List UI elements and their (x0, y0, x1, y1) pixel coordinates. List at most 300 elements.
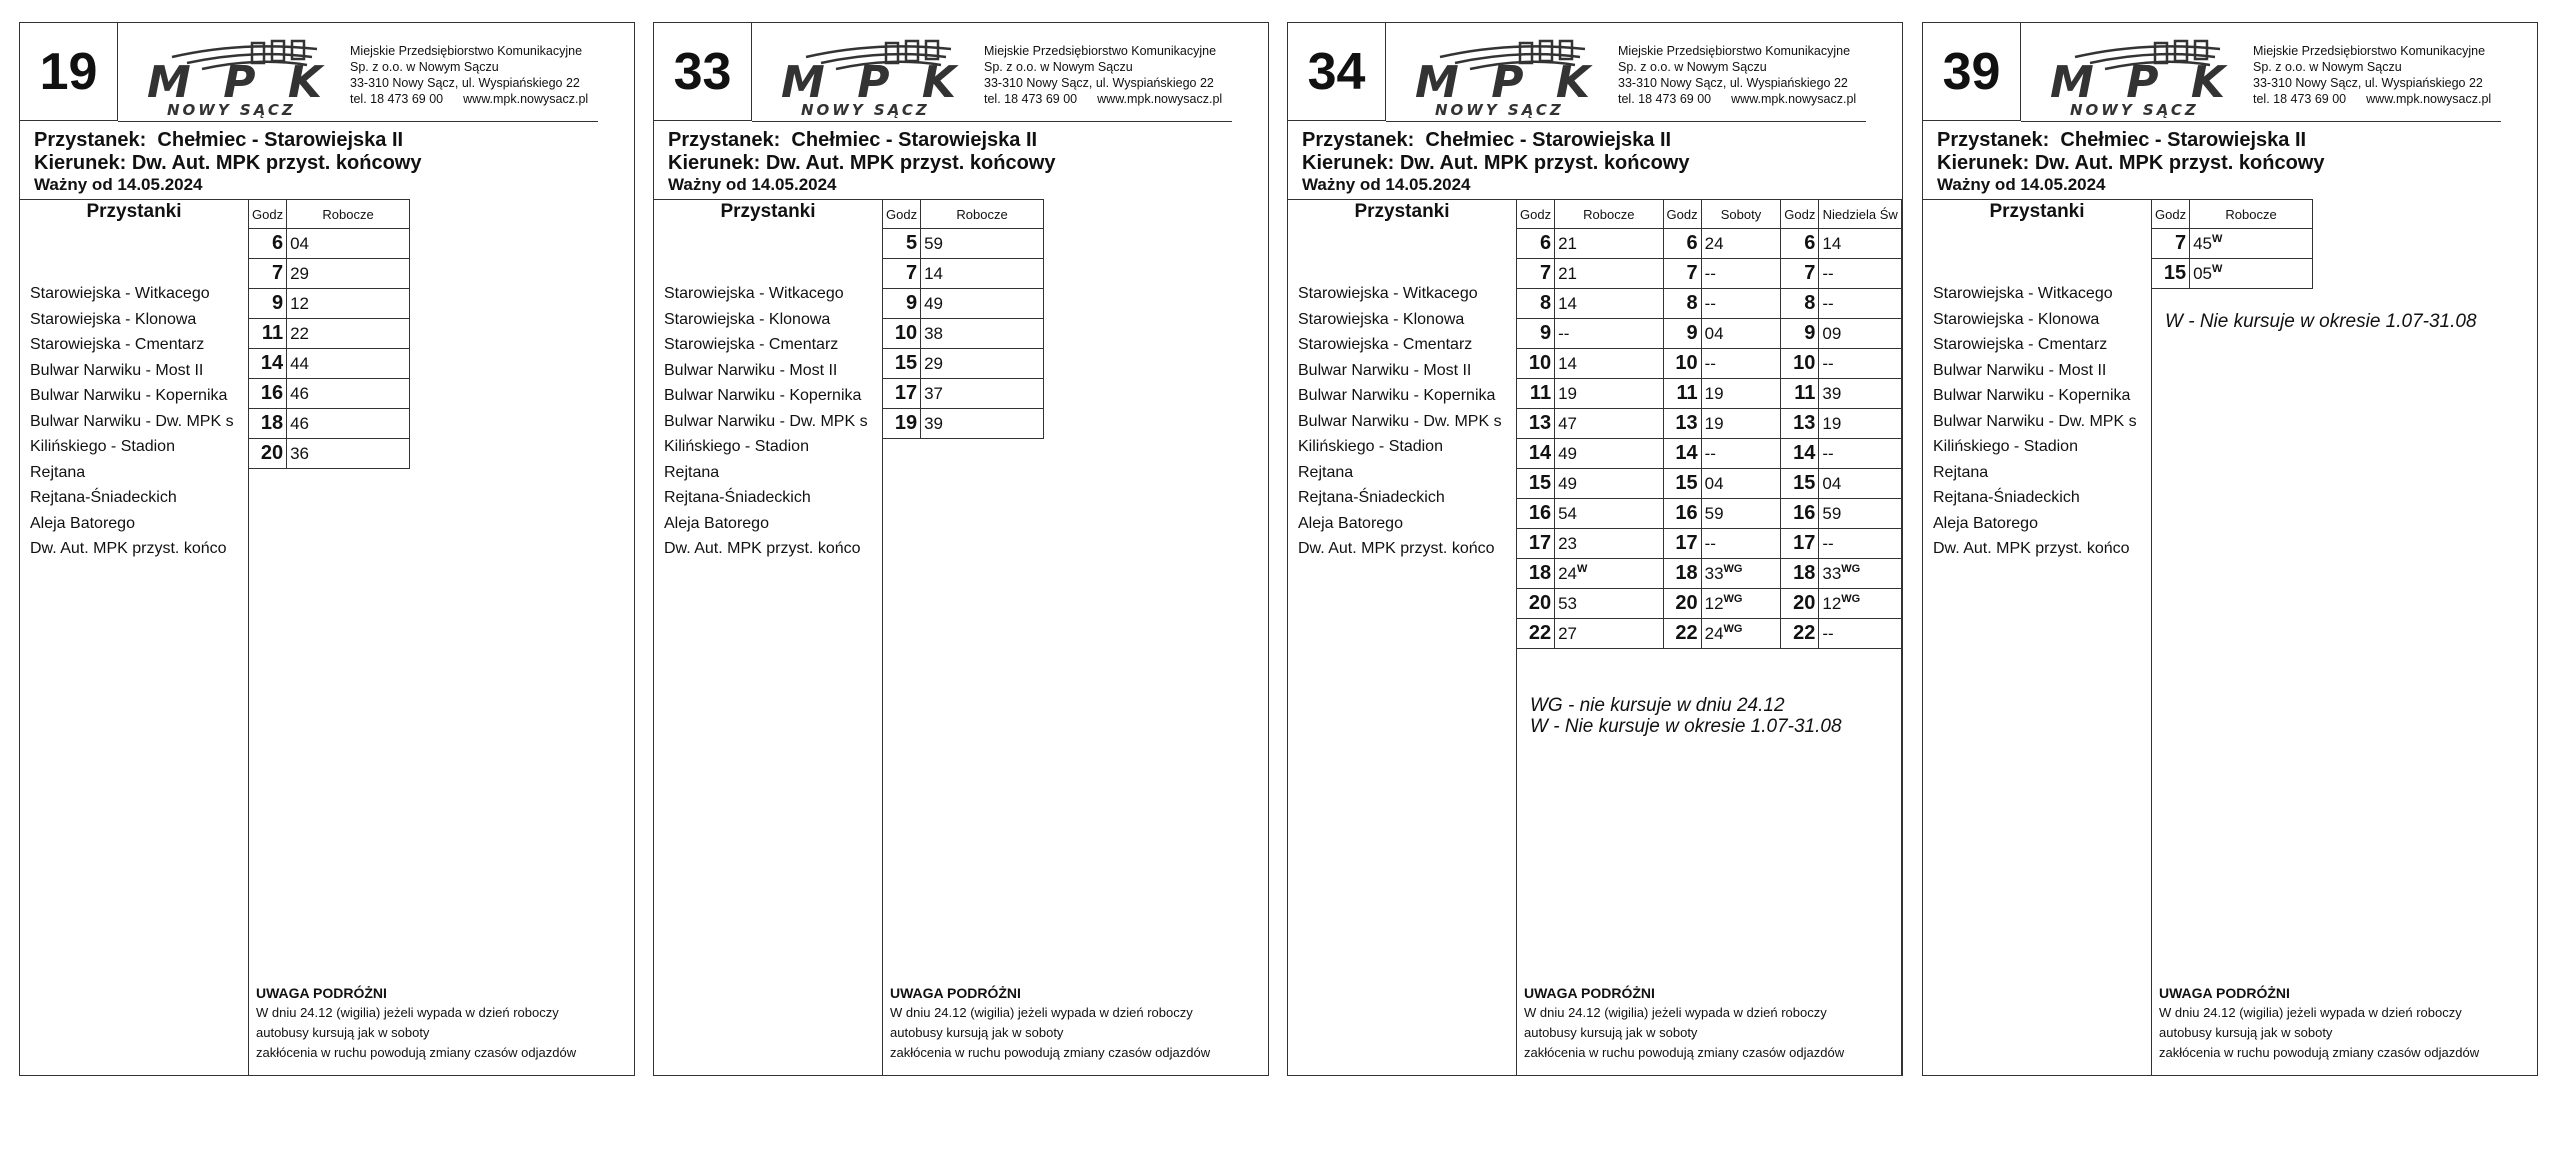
stop-label: Przystanek: (1937, 129, 2050, 151)
company-www[interactable]: www.mpk.nowysacz.pl (1731, 92, 1857, 106)
minute-value: 12 (1822, 593, 1842, 613)
departure-row (1517, 379, 1902, 409)
stop-item: Bulwar Narwiku - Dw. MPK s (1933, 412, 2137, 430)
stops-title: Przystanki (1989, 201, 2085, 222)
company-info (350, 43, 588, 107)
minute-cell (1819, 589, 1902, 619)
notice-title: UWAGA PODRÓŻNI (256, 985, 387, 1001)
minute-cell (1819, 439, 1902, 469)
notice-line: autobusy kursują jak w soboty (2159, 1025, 2333, 1040)
minute-cell (1819, 229, 1902, 259)
footnote-mark: WG (1723, 593, 1743, 606)
notice (1524, 983, 1844, 1063)
minute-cell (1819, 289, 1902, 319)
stop-item: Rejtana-Śniadeckich (1933, 489, 2080, 506)
line-number: 34 (1288, 23, 1386, 121)
company-legal: Sp. z o.o. w Nowym Sączu (1618, 60, 1767, 74)
minute-cell (1701, 289, 1781, 319)
stop-item: Starowiejska - Cmentarz (664, 336, 839, 353)
minute-cell (1701, 409, 1781, 439)
notice-line: W dniu 24.12 (wigilia) jeżeli wypada w dzień roboczy (256, 1005, 559, 1020)
departure-row (883, 289, 1044, 319)
departure-row (1517, 529, 1902, 559)
svg-text:MPK: MPK (781, 57, 956, 108)
hour-cell: 6 (1781, 229, 1819, 259)
hour-cell: 15 (1663, 469, 1701, 499)
stops-title: Przystanki (86, 201, 182, 222)
hour-cell: 10 (1517, 349, 1555, 379)
hour-cell: 16 (249, 379, 287, 409)
minute-value: 04 (1704, 473, 1724, 493)
minute-value: 23 (1558, 533, 1577, 553)
minute-value: 22 (290, 323, 309, 343)
hour-cell: 22 (1781, 619, 1819, 649)
stop-item: Rejtana (1933, 463, 1989, 481)
hour-cell: 16 (1781, 499, 1819, 529)
company-legal: Sp. z o.o. w Nowym Sączu (350, 60, 499, 74)
minute-value: 46 (290, 383, 309, 403)
stop-item: Starowiejska - Cmentarz (30, 336, 205, 353)
hour-cell: 15 (1517, 469, 1555, 499)
company-name: Miejskie Przedsiębiorstwo Komunikacyjne (1618, 44, 1851, 58)
svg-text:MPK: MPK (2050, 57, 2225, 108)
company-www[interactable]: www.mpk.nowysacz.pl (1097, 92, 1223, 106)
stop-item: Kilińskiego - Stadion (1298, 438, 1443, 455)
departure-row (1517, 619, 1902, 649)
stop-item: Starowiejska - Witkacego (1933, 285, 2113, 302)
departure-row (1517, 589, 1902, 619)
notice-line: W dniu 24.12 (wigilia) jeżeli wypada w dzień roboczy (1524, 1005, 1827, 1020)
departure-row (1517, 409, 1902, 439)
departure-row (1517, 319, 1902, 349)
minute-cell (921, 379, 1044, 409)
mpk-logo (766, 35, 981, 119)
hour-cell: 22 (1517, 619, 1555, 649)
stop-item: Bulwar Narwiku - Kopernika (30, 387, 228, 404)
minute-value: 47 (1558, 413, 1577, 433)
hour-cell: 9 (1517, 319, 1555, 349)
minute-cell (287, 379, 410, 409)
stop-item: Kilińskiego - Stadion (30, 438, 175, 455)
minute-cell (2190, 229, 2313, 259)
company-address: 33-310 Nowy Sącz, ul. Wyspiańskiego 22 (1618, 76, 1848, 90)
workdays-header: Robocze (287, 200, 410, 229)
minute-cell (1555, 439, 1663, 469)
stop-item: Starowiejska - Klonowa (1298, 310, 1465, 328)
company-phone: tel. 18 473 69 00 (1618, 92, 1712, 106)
hour-cell: 15 (883, 349, 921, 379)
company-address: 33-310 Nowy Sącz, ul. Wyspiańskiego 22 (350, 76, 580, 90)
stop-item: Starowiejska - Cmentarz (1933, 336, 2108, 353)
departure-row (883, 409, 1044, 439)
hour-cell: 17 (883, 379, 921, 409)
departure-row (883, 319, 1044, 349)
notice (256, 983, 576, 1063)
footnote-mark: W (1577, 563, 1588, 576)
hour-cell: 13 (1781, 409, 1819, 439)
stops-title: Przystanki (720, 201, 816, 222)
departure-row (883, 379, 1044, 409)
minute-value: -- (1822, 533, 1834, 553)
hour-cell: 7 (883, 259, 921, 289)
hour-cell: 13 (1663, 409, 1701, 439)
minute-value: -- (1704, 293, 1716, 313)
minute-cell (1819, 379, 1902, 409)
saturday-header: Soboty (1701, 200, 1781, 229)
hour-header: Godz (1781, 200, 1819, 229)
hour-header: Godz (2152, 200, 2190, 229)
notice-line: W dniu 24.12 (wigilia) jeżeli wypada w dzień roboczy (890, 1005, 1193, 1020)
minute-value: 04 (1704, 323, 1724, 343)
stops-list (30, 281, 234, 562)
notice-line: W dniu 24.12 (wigilia) jeżeli wypada w dzień roboczy (2159, 1005, 2462, 1020)
notice-line: autobusy kursują jak w soboty (890, 1025, 1064, 1040)
minute-value: 38 (924, 323, 943, 343)
minute-value: 59 (1822, 503, 1842, 523)
minute-value: 45 (2193, 233, 2212, 253)
minute-cell (1555, 619, 1663, 649)
minute-value: 39 (1822, 383, 1842, 403)
minute-value: 44 (290, 353, 309, 373)
company-legal: Sp. z o.o. w Nowym Sączu (2253, 60, 2402, 74)
departure-row (249, 259, 410, 289)
departure-row (2152, 259, 2313, 289)
direction: Dw. Aut. MPK przyst. końcowy (765, 152, 1056, 174)
hour-cell: 14 (1517, 439, 1555, 469)
departure-row (1517, 259, 1902, 289)
stop-item: Bulwar Narwiku - Dw. MPK s (1298, 412, 1502, 430)
note-wg: WG - nie kursuje w dniu 24.12 (1530, 695, 1785, 716)
minute-value: 09 (1822, 323, 1842, 343)
minute-value: 14 (924, 263, 943, 283)
minute-cell (1701, 229, 1781, 259)
stop-item: Starowiejska - Cmentarz (1298, 336, 1473, 353)
minute-cell (287, 439, 410, 469)
departure-row (249, 349, 410, 379)
minute-value: 46 (290, 413, 309, 433)
valid-from: Ważny od 14.05.2024 (1937, 175, 2106, 194)
minute-value: 14 (1558, 353, 1577, 373)
hour-cell: 7 (249, 259, 287, 289)
departure-table (2151, 199, 2313, 289)
hour-cell: 15 (1781, 469, 1819, 499)
hour-cell: 20 (249, 439, 287, 469)
departure-table (248, 199, 410, 469)
hour-cell: 11 (249, 319, 287, 349)
stop-item: Starowiejska - Klonowa (1933, 310, 2100, 328)
departure-row (883, 259, 1044, 289)
company-name: Miejskie Przedsiębiorstwo Komunikacyjne (984, 44, 1217, 58)
hour-header: Godz (1517, 200, 1555, 229)
departure-row (1517, 559, 1902, 589)
company-phone: tel. 18 473 69 00 (2253, 92, 2347, 106)
company-info (2253, 43, 2491, 107)
footnote-mark: W (2212, 233, 2223, 246)
stop-info (1302, 129, 1689, 195)
hour-cell: 5 (883, 229, 921, 259)
hour-cell: 9 (883, 289, 921, 319)
direction-label: Kierunek: (1302, 152, 1395, 174)
minute-value: -- (1704, 263, 1716, 283)
notice-line: autobusy kursują jak w soboty (256, 1025, 430, 1040)
departure-row (883, 349, 1044, 379)
minute-cell (287, 409, 410, 439)
notice-line: zakłócenia w ruchu powodują zmiany czasów odjazdów (1524, 1045, 1845, 1060)
stop-info (1937, 129, 2324, 195)
hour-cell: 16 (1663, 499, 1701, 529)
hour-cell: 7 (2152, 229, 2190, 259)
minute-cell (1555, 589, 1663, 619)
hour-cell: 7 (1517, 259, 1555, 289)
line-number: 39 (1923, 23, 2021, 121)
hour-cell: 18 (249, 409, 287, 439)
minute-value: -- (1704, 353, 1716, 373)
minute-value: 49 (924, 293, 943, 313)
company-phone: tel. 18 473 69 00 (350, 92, 444, 106)
departure-row (1517, 469, 1902, 499)
minute-value: 21 (1558, 263, 1577, 283)
minute-cell (1555, 289, 1663, 319)
minute-value: -- (1704, 533, 1716, 553)
departure-row (1517, 349, 1902, 379)
minute-value: -- (1558, 323, 1570, 343)
notice-line: zakłócenia w ruchu powodują zmiany czasów odjazdów (890, 1045, 1211, 1060)
minute-value: 33 (1822, 563, 1842, 583)
minute-value: 29 (924, 353, 943, 373)
minute-value: 19 (1558, 383, 1577, 403)
mpk-logo (2035, 35, 2250, 119)
hour-cell: 17 (1781, 529, 1819, 559)
minute-cell (1819, 619, 1902, 649)
minute-cell (1555, 559, 1663, 589)
stop-item: Rejtana (664, 463, 720, 481)
svg-text:MPK: MPK (147, 57, 322, 108)
hour-header: Godz (883, 200, 921, 229)
hour-cell: 18 (1517, 559, 1555, 589)
hour-cell: 15 (2152, 259, 2190, 289)
hour-cell: 17 (1663, 529, 1701, 559)
workdays-header: Robocze (2190, 200, 2313, 229)
svg-text:NOWY SĄCZ: NOWY SĄCZ (1435, 101, 1564, 119)
hour-cell: 13 (1517, 409, 1555, 439)
departure-row (249, 319, 410, 349)
minute-cell (1819, 499, 1902, 529)
stop-item: Bulwar Narwiku - Kopernika (664, 387, 862, 404)
stops-list (1933, 281, 2137, 562)
svg-text:NOWY SĄCZ: NOWY SĄCZ (167, 101, 296, 119)
company-www[interactable]: www.mpk.nowysacz.pl (463, 92, 589, 106)
stop-item: Starowiejska - Witkacego (664, 285, 844, 302)
direction: Dw. Aut. MPK przyst. końcowy (1399, 152, 1690, 174)
hour-cell: 7 (1781, 259, 1819, 289)
workdays-header: Robocze (921, 200, 1044, 229)
notice-title: UWAGA PODRÓŻNI (890, 985, 1021, 1001)
stop-item: Aleja Batorego (30, 514, 135, 532)
minute-value: -- (1822, 443, 1834, 463)
departure-row (249, 379, 410, 409)
stop-item: Rejtana (30, 463, 86, 481)
company-phone: tel. 18 473 69 00 (984, 92, 1078, 106)
minute-value: 21 (1558, 233, 1577, 253)
hour-cell: 10 (1663, 349, 1701, 379)
timetable-card (653, 22, 1269, 1076)
departure-row (1517, 439, 1902, 469)
timetable-card (19, 22, 635, 1076)
minute-cell (287, 319, 410, 349)
valid-from: Ważny od 14.05.2024 (668, 175, 837, 194)
stop-item: Bulwar Narwiku - Kopernika (1933, 387, 2131, 404)
minute-cell (921, 319, 1044, 349)
minute-value: 29 (290, 263, 309, 283)
stop-item: Starowiejska - Witkacego (1298, 285, 1478, 302)
hour-cell: 16 (1517, 499, 1555, 529)
stop-item: Rejtana-Śniadeckich (30, 489, 177, 506)
minute-value: 19 (1822, 413, 1842, 433)
footnote-mark: WG (1841, 563, 1861, 576)
minute-cell (1819, 319, 1902, 349)
departure-row (249, 229, 410, 259)
hour-cell: 22 (1663, 619, 1701, 649)
minute-cell (287, 259, 410, 289)
hour-cell: 20 (1781, 589, 1819, 619)
stop-label: Przystanek: (1302, 129, 1415, 151)
minute-value: 19 (1704, 413, 1724, 433)
card-header (1923, 23, 2537, 121)
direction-label: Kierunek: (34, 152, 127, 174)
valid-from: Ważny od 14.05.2024 (34, 175, 203, 194)
mpk-logo (1400, 35, 1615, 119)
hour-cell: 9 (249, 289, 287, 319)
minute-cell (1555, 349, 1663, 379)
hour-cell: 7 (1663, 259, 1701, 289)
hour-cell: 14 (249, 349, 287, 379)
minute-cell (921, 229, 1044, 259)
note-w: W - Nie kursuje w okresie 1.07-31.08 (2165, 311, 2477, 332)
notice-line: zakłócenia w ruchu powodują zmiany czasów odjazdów (2159, 1045, 2480, 1060)
hour-cell: 11 (1663, 379, 1701, 409)
hour-cell: 6 (249, 229, 287, 259)
minute-value: -- (1822, 293, 1834, 313)
stop-item: Aleja Batorego (1933, 514, 2038, 532)
hour-cell: 11 (1517, 379, 1555, 409)
hour-cell: 10 (1781, 349, 1819, 379)
stop-item: Kilińskiego - Stadion (664, 438, 809, 455)
hour-cell: 14 (1663, 439, 1701, 469)
sunday-header: Niedziela Św (1819, 200, 1902, 229)
company-www[interactable]: www.mpk.nowysacz.pl (2366, 92, 2492, 106)
minute-value: 36 (290, 443, 309, 463)
footnote-mark: WG (1723, 623, 1743, 636)
hour-cell: 8 (1517, 289, 1555, 319)
stop-item: Bulwar Narwiku - Most II (664, 361, 838, 379)
hour-cell: 8 (1663, 289, 1701, 319)
card-header (20, 23, 634, 121)
minute-value: 49 (1558, 473, 1577, 493)
stop-info (668, 129, 1055, 195)
direction-label: Kierunek: (668, 152, 761, 174)
direction: Dw. Aut. MPK przyst. końcowy (131, 152, 422, 174)
company-address: 33-310 Nowy Sącz, ul. Wyspiańskiego 22 (984, 76, 1214, 90)
stop-name: Chełmiec - Starowiejska II (1425, 129, 1672, 151)
footnote-mark: WG (1723, 563, 1743, 576)
departure-row (249, 439, 410, 469)
svg-text:NOWY SĄCZ: NOWY SĄCZ (2070, 101, 2199, 119)
mpk-logo (132, 35, 347, 119)
stop-item: Dw. Aut. MPK przyst. końco (1298, 540, 1495, 557)
minute-cell (1819, 529, 1902, 559)
departure-row (1517, 499, 1902, 529)
minute-cell (1555, 259, 1663, 289)
timetable-card (1922, 22, 2538, 1076)
minute-value: 04 (1822, 473, 1842, 493)
minute-cell (1819, 349, 1902, 379)
hour-header: Godz (1663, 200, 1701, 229)
stop-item: Bulwar Narwiku - Dw. MPK s (664, 412, 868, 430)
departure-table (1516, 199, 1902, 649)
direction-label: Kierunek: (1937, 152, 2030, 174)
stop-item: Dw. Aut. MPK przyst. końco (664, 540, 861, 557)
minute-value: -- (1704, 443, 1716, 463)
footnotes (2165, 311, 2477, 332)
company-legal: Sp. z o.o. w Nowym Sączu (984, 60, 1133, 74)
stop-item: Bulwar Narwiku - Most II (1933, 361, 2107, 379)
hour-cell: 20 (1517, 589, 1555, 619)
stop-item: Rejtana (1298, 463, 1354, 481)
minute-value: -- (1822, 623, 1834, 643)
hour-cell: 11 (1781, 379, 1819, 409)
minute-value: 04 (290, 233, 309, 253)
hour-cell: 20 (1663, 589, 1701, 619)
minute-value: 27 (1558, 623, 1577, 643)
minute-value: 59 (1704, 503, 1724, 523)
company-name: Miejskie Przedsiębiorstwo Komunikacyjne (350, 44, 583, 58)
line-number: 19 (20, 23, 118, 121)
minute-value: 59 (924, 233, 943, 253)
minute-cell (1701, 439, 1781, 469)
stops-title: Przystanki (1354, 201, 1450, 222)
company-name: Miejskie Przedsiębiorstwo Komunikacyjne (2253, 44, 2486, 58)
card-header (1288, 23, 1902, 121)
hour-cell: 14 (1781, 439, 1819, 469)
departure-row (249, 409, 410, 439)
line-number: 33 (654, 23, 752, 121)
departure-row (249, 289, 410, 319)
hour-cell: 17 (1517, 529, 1555, 559)
departure-row (883, 229, 1044, 259)
minute-cell (1555, 469, 1663, 499)
minute-value: 37 (924, 383, 943, 403)
stop-item: Starowiejska - Witkacego (30, 285, 210, 302)
hour-cell: 10 (883, 319, 921, 349)
minute-value: 14 (1822, 233, 1842, 253)
minute-cell (1819, 559, 1902, 589)
valid-from: Ważny od 14.05.2024 (1302, 175, 1471, 194)
notice-title: UWAGA PODRÓŻNI (1524, 985, 1655, 1001)
timetable-card (1287, 22, 1903, 1076)
minute-cell (1555, 499, 1663, 529)
minute-value: -- (1822, 263, 1834, 283)
hour-cell: 18 (1663, 559, 1701, 589)
hour-cell: 18 (1781, 559, 1819, 589)
hour-cell: 9 (1781, 319, 1819, 349)
departure-row (1517, 289, 1902, 319)
stop-item: Kilińskiego - Stadion (1933, 438, 2078, 455)
minute-value: 24 (1704, 623, 1724, 643)
minute-cell (1701, 589, 1781, 619)
stop-name: Chełmiec - Starowiejska II (2060, 129, 2307, 151)
minute-cell (287, 229, 410, 259)
note-w: W - Nie kursuje w okresie 1.07-31.08 (1530, 716, 1842, 737)
